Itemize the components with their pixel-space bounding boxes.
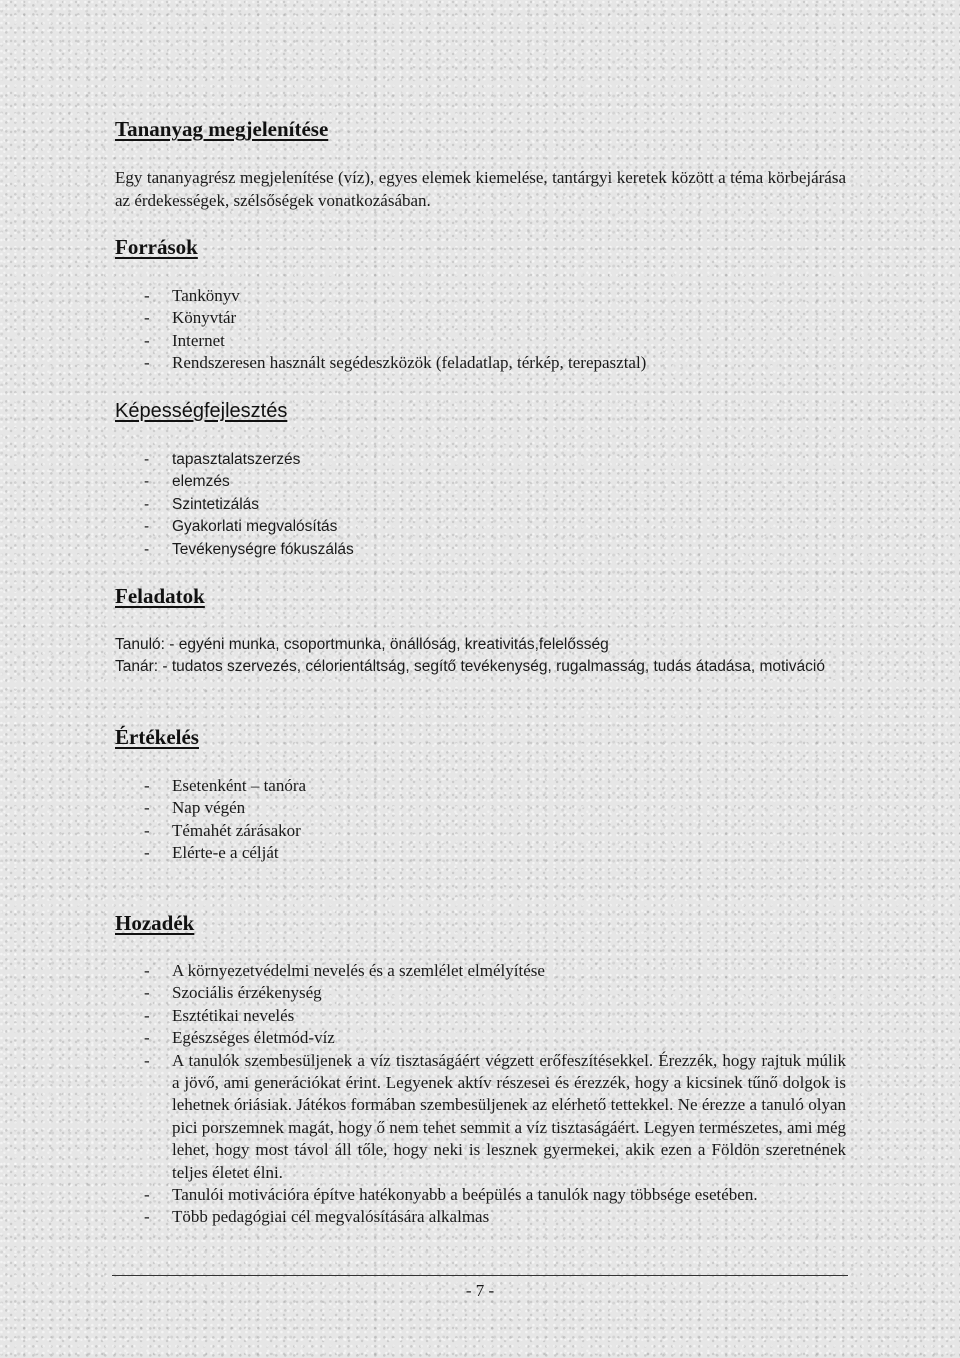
list-item: - elemzés bbox=[144, 471, 846, 493]
text-tanar: Tanár: - tudatos szervezés, célorientáltság, segítő tevékenység, rugalmasság, tudás átadása, motiváció bbox=[115, 658, 825, 675]
heading-tananyag: Tananyag megjelenítése bbox=[115, 117, 329, 141]
heading-kepessegfejlesztes: Képességfejlesztés bbox=[115, 400, 288, 422]
heading-feladatok: Feladatok bbox=[115, 584, 205, 608]
text-tanulo: Tanuló: - egyéni munka, csoportmunka, önállóság, kreativitás,felelősség bbox=[115, 636, 609, 653]
list-item: - Könyvtár bbox=[144, 307, 846, 329]
list-item: - tapasztalatszerzés bbox=[144, 449, 846, 471]
list-item: - Tevékenységre fókuszálás bbox=[144, 539, 846, 561]
list-ertekeles bbox=[144, 775, 846, 865]
heading-forrasok: Források bbox=[115, 235, 198, 259]
list-item: - Több pedagógiai cél megvalósítására alkalmas bbox=[144, 1206, 846, 1228]
heading-hozadek: Hozadék bbox=[115, 911, 195, 935]
footer-divider bbox=[112, 1275, 848, 1276]
list-forrasok bbox=[144, 285, 846, 375]
list-kepessegfejlesztes bbox=[144, 449, 846, 561]
list-item: - Nap végén bbox=[144, 797, 846, 819]
list-item: - Internet bbox=[144, 330, 846, 352]
list-item: - Szociális érzékenység bbox=[144, 982, 846, 1004]
list-item: - Gyakorlati megvalósítás bbox=[144, 516, 846, 538]
list-item: - Elérte-e a célját bbox=[144, 842, 846, 864]
list-item: - Egészséges életmód-víz bbox=[144, 1027, 846, 1049]
page-number: - 7 - bbox=[465, 1281, 495, 1300]
list-item: - Témahét zárásakor bbox=[144, 820, 846, 842]
list-item: - Tanulói motivációra építve hatékonyabb a beépülés a tanulók nagy többsége esetében. bbox=[144, 1184, 846, 1206]
list-item: - Szintetizálás bbox=[144, 494, 846, 516]
list-item: - Esztétikai nevelés bbox=[144, 1005, 846, 1027]
list-item: - Tankönyv bbox=[144, 285, 846, 307]
paragraph-tananyag: Egy tananyagrész megjelenítése (víz), egyes elemek kiemelése, tantárgyi keretek között a téma körbejárása az érdekességek, szélsőségek vonatkozásában. bbox=[115, 168, 846, 210]
list-hozadek bbox=[144, 960, 846, 1229]
heading-ertekeles: Értékelés bbox=[115, 725, 199, 749]
list-item: - A környezetvédelmi nevelés és a szemlélet elmélyítése bbox=[144, 960, 846, 982]
list-item: - Rendszeresen használt segédeszközök (feladatlap, térkép, terepasztal) bbox=[144, 352, 846, 374]
list-item: - Esetenként – tanóra bbox=[144, 775, 846, 797]
list-item: - A tanulók szembesüljenek a víz tisztaságáért végzett erőfeszítésekkel. Érezzék, hogy rajtuk múlik a jövő, ami generációkat érint. Legyenek aktív részesei és érezzék, hogy a kicsinek tűnő dolgok is lehetnek óriásiak. Játékos formában szembesüljenek az elérhető tettekkel. Ne érezze a tanuló olyan pici porszemnek magát, hogy ő nem tehet semmit a víz tisztaságáért. Legyen természetes, ami még lehet, hogy most távol áll tőle, hogy neki is lesznek gyermekei, akik ezen a Földön szeretnének teljes életet élni. bbox=[144, 1050, 846, 1184]
